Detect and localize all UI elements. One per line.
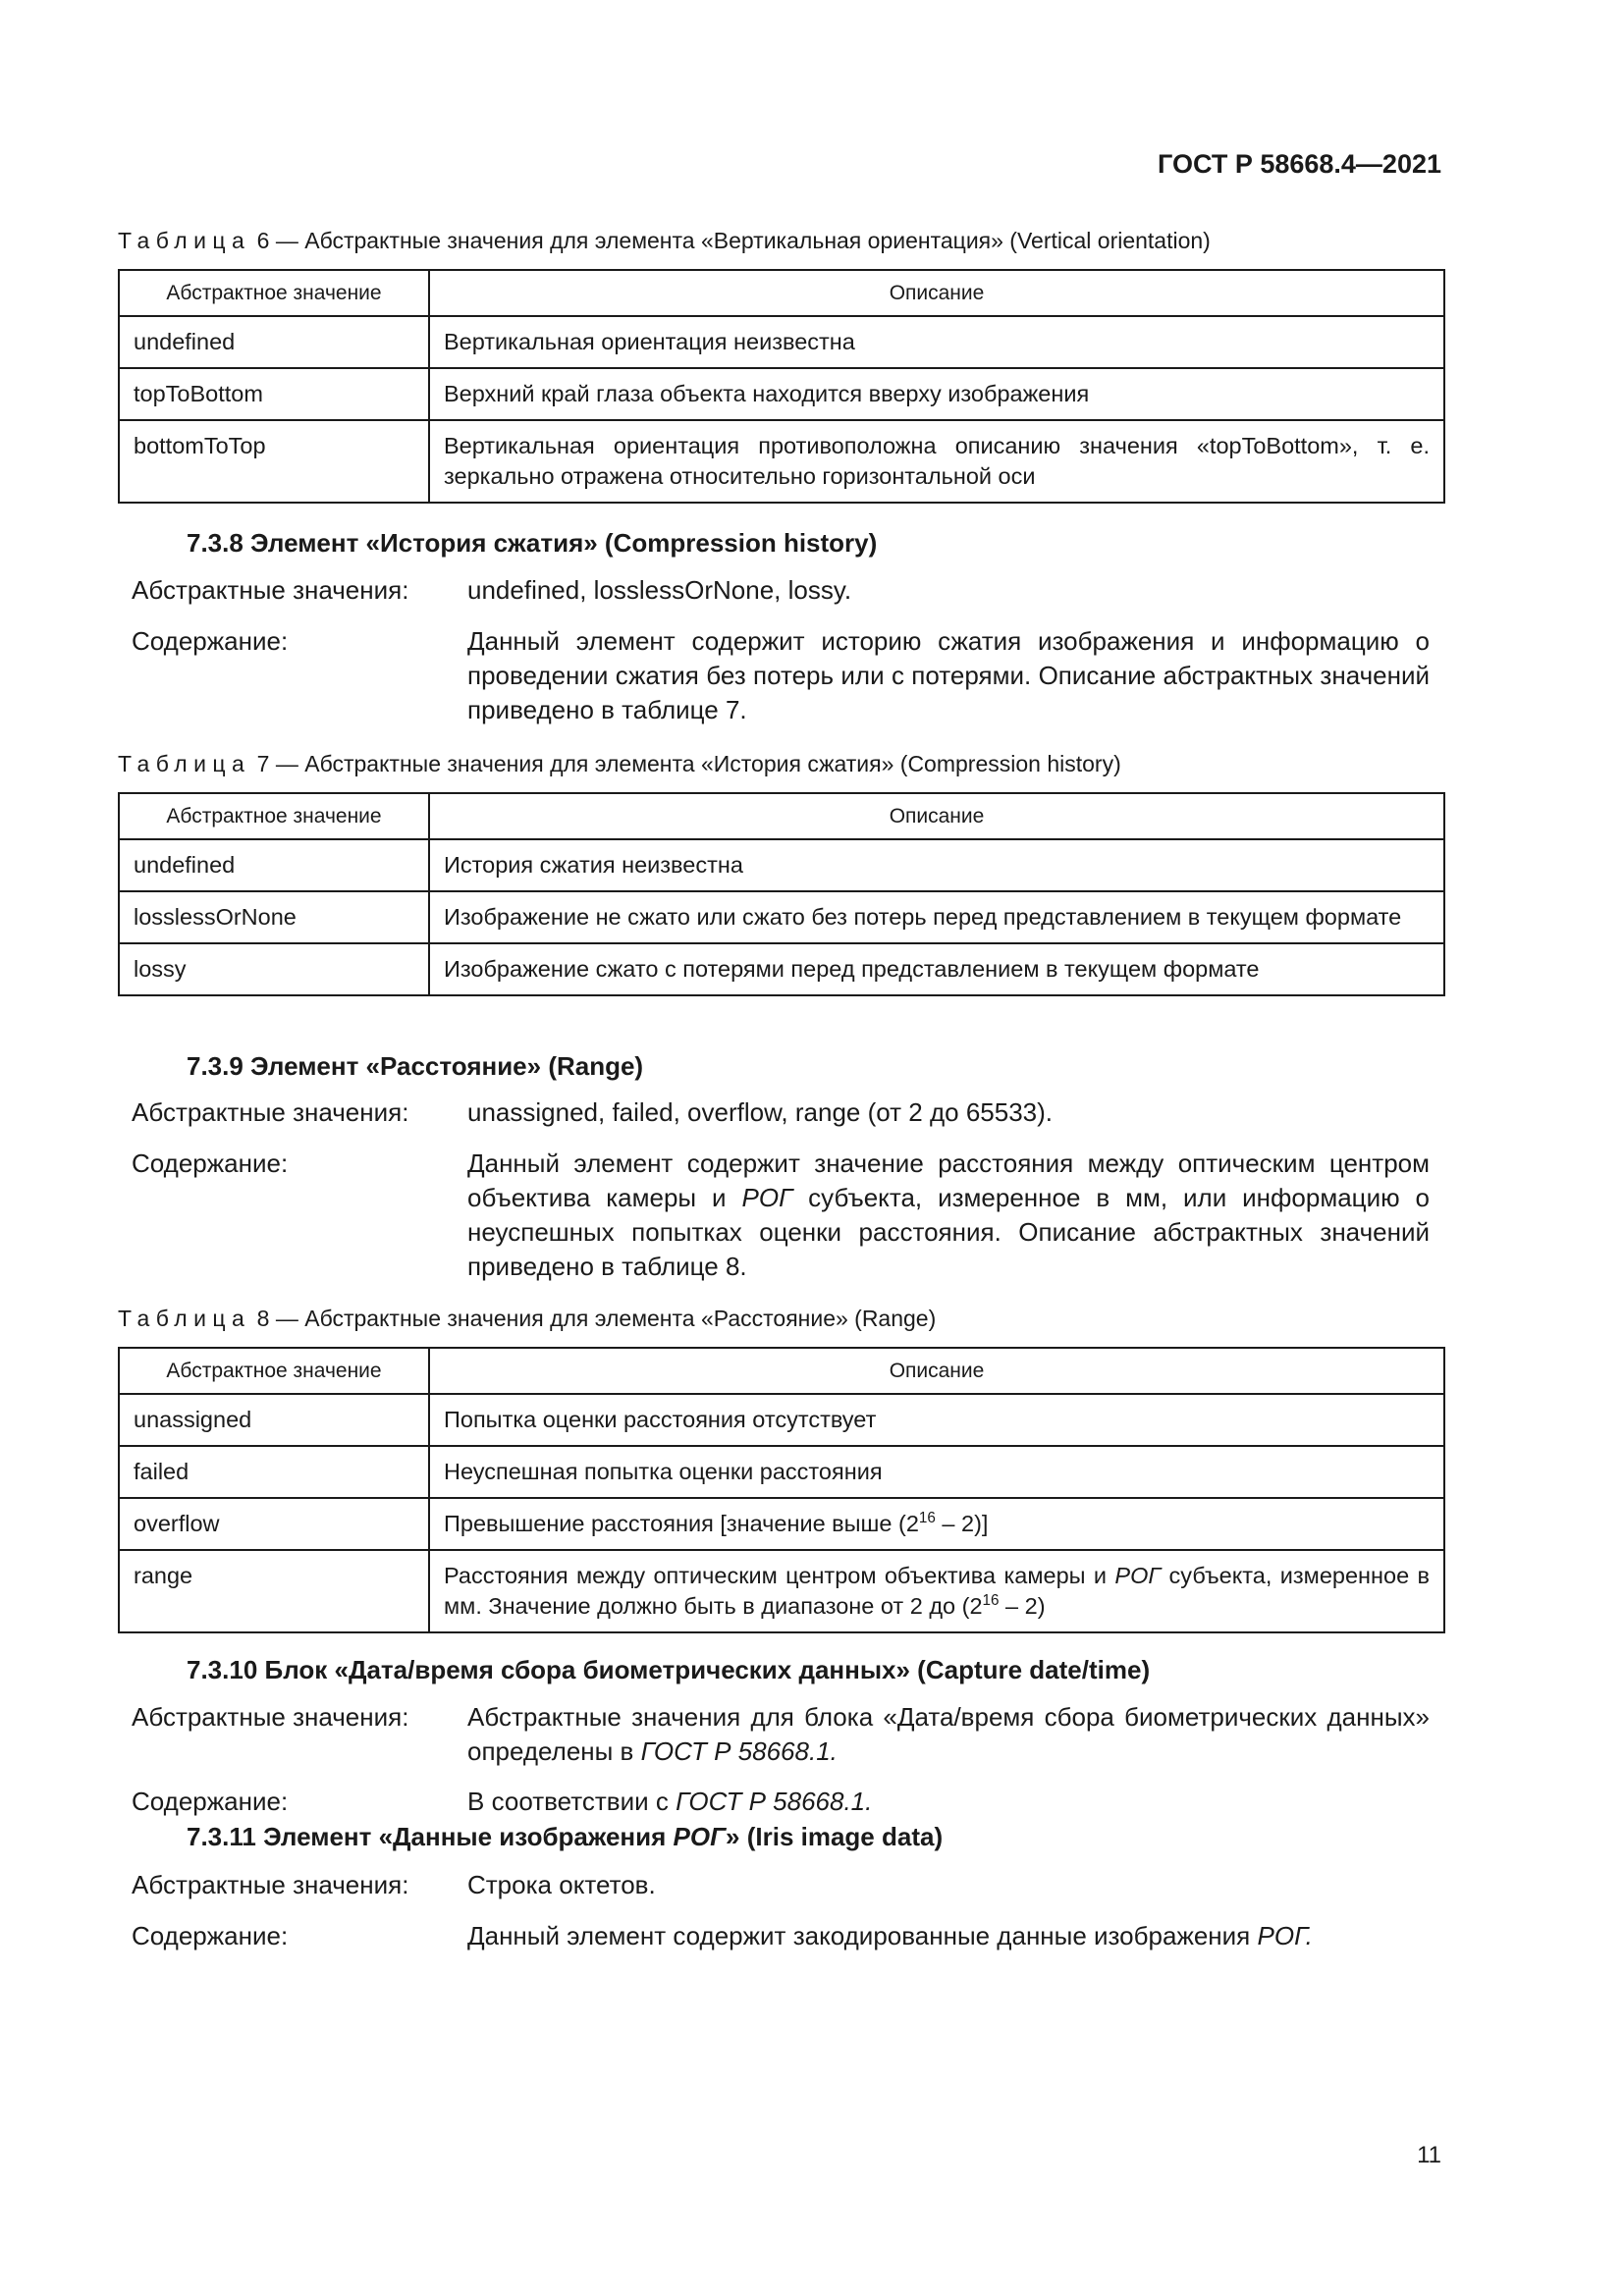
- table-cell-desc: [429, 1498, 1444, 1550]
- table-cell-value: range: [119, 1550, 429, 1632]
- table-cell-desc: [429, 1550, 1444, 1632]
- rog-abbrev: РОГ: [673, 1822, 727, 1851]
- section-7-3-9-heading: 7.3.9 Элемент «Расстояние» (Range): [187, 1051, 644, 1081]
- desc-part: Превышение расстояния [значение выше (2: [444, 1511, 919, 1536]
- sec7310-content: [132, 1785, 1430, 1819]
- section-7-3-8-heading: 7.3.8 Элемент «История сжатия» (Compression history): [187, 528, 878, 558]
- rog-abbrev: РОГ: [1114, 1563, 1162, 1588]
- table7-caption-prefix: Таблица: [118, 751, 251, 776]
- rog-abbrev: РОГ: [741, 1183, 793, 1212]
- table-cell-value: undefined: [119, 316, 429, 368]
- table-row: [119, 839, 1444, 891]
- table8-caption-prefix: Таблица: [118, 1306, 251, 1331]
- table6-header-row: [119, 270, 1444, 316]
- sec7311-content: [132, 1919, 1430, 1953]
- table6-col2-header: Описание: [429, 270, 1444, 316]
- table7-caption-text: 7 — Абстрактные значения для элемента «История сжатия» (Compression history): [250, 751, 1121, 776]
- content-label: Содержание:: [132, 1787, 289, 1816]
- abstract-values-label: Абстрактные значения:: [132, 575, 409, 605]
- abstract-values-label: Абстрактные значения:: [132, 1702, 409, 1732]
- desc-part: – 2): [999, 1593, 1046, 1619]
- abstract-values-text: undefined, losslessOrNone, lossy.: [467, 575, 852, 605]
- table8-col2-header: Описание: [429, 1348, 1444, 1394]
- content-text: [467, 1785, 1430, 1819]
- table-cell-desc: История сжатия неизвестна: [429, 839, 1444, 891]
- table-cell-desc: Изображение не сжато или сжато без потерь перед представлением в текущем формате: [429, 891, 1444, 943]
- content-text-part: субъекта, измеренное в мм, или информацию о неуспешных попытках оценки расстояния. Описание абстрактных значений приведено в таблице 8.: [467, 1183, 1430, 1281]
- table8-col1-header: Абстрактное значение: [119, 1348, 429, 1394]
- table-cell-value: bottomToTop: [119, 420, 429, 503]
- abstract-values-text: unassigned, failed, overflow, range (от 2 до 65533).: [467, 1097, 1053, 1127]
- table7-caption: [118, 751, 1121, 777]
- abstract-values-part: Абстрактные значения для блока «Дата/время сбора биометрических данных» определены в: [467, 1702, 1430, 1766]
- desc-part: – 2)]: [935, 1511, 989, 1536]
- standard-reference: ГОСТ Р 58668.1.: [676, 1787, 873, 1816]
- exponent: 16: [982, 1592, 1000, 1610]
- table8-header-row: [119, 1348, 1444, 1394]
- standard-reference: ГОСТ Р 58668.1.: [640, 1736, 838, 1766]
- exponent: 16: [918, 1510, 936, 1527]
- table6-caption-prefix: Таблица: [118, 228, 251, 253]
- content-label: Содержание:: [132, 1921, 289, 1950]
- table-cell-value: failed: [119, 1446, 429, 1498]
- table-cell-desc: Верхний край глаза объекта находится вверху изображения: [429, 368, 1444, 420]
- content-text-part: В соответствии с: [467, 1787, 677, 1816]
- table-row: [119, 368, 1444, 420]
- page-number: 11: [1417, 2142, 1441, 2168]
- content-text: [467, 1147, 1430, 1284]
- abstract-values-label: Абстрактные значения:: [132, 1097, 409, 1127]
- table7: [118, 792, 1445, 996]
- table-cell-desc: Вертикальная ориентация неизвестна: [429, 316, 1444, 368]
- table-cell-desc: Вертикальная ориентация противоположна описанию значения «topToBottom», т. е. зеркально отражена относительно горизонтальной оси: [429, 420, 1444, 503]
- table7-col1-header: Абстрактное значение: [119, 793, 429, 839]
- section-7-3-10-heading: 7.3.10 Блок «Дата/время сбора биометрических данных» (Capture date/time): [187, 1655, 1151, 1684]
- table6-caption: [118, 228, 1211, 254]
- table-row: [119, 1394, 1444, 1446]
- table-cell-value: undefined: [119, 839, 429, 891]
- table-cell-value: lossy: [119, 943, 429, 995]
- table-cell-desc: Изображение сжато с потерями перед представлением в текущем формате: [429, 943, 1444, 995]
- table-row: [119, 420, 1444, 503]
- document-id: ГОСТ Р 58668.4—2021: [1158, 149, 1441, 179]
- heading-part: 7.3.11 Элемент «Данные изображения: [187, 1822, 674, 1851]
- table-cell-value: unassigned: [119, 1394, 429, 1446]
- content-label: Содержание:: [132, 1148, 289, 1178]
- desc-part: субъекта, измеренное в мм. Значение должно быть в диапазоне от 2 до (2: [444, 1563, 1430, 1619]
- table-cell-desc: Попытка оценки расстояния отсутствует: [429, 1394, 1444, 1446]
- sec739-abstract-values: [132, 1095, 1430, 1130]
- desc-part: Расстояния между оптическим центром объектива камеры и: [444, 1563, 1115, 1588]
- table-row: [119, 1498, 1444, 1550]
- table8-caption-text: 8 — Абстрактные значения для элемента «Расстояние» (Range): [250, 1306, 937, 1331]
- table-row: [119, 891, 1444, 943]
- table-cell-desc: Неуспешная попытка оценки расстояния: [429, 1446, 1444, 1498]
- content-text: [467, 1919, 1430, 1953]
- content-text-part: Данный элемент содержит закодированные данные изображения: [467, 1921, 1258, 1950]
- table-cell-value: overflow: [119, 1498, 429, 1550]
- table8-caption: [118, 1306, 936, 1332]
- table6-col1-header: Абстрактное значение: [119, 270, 429, 316]
- abstract-values-text: [467, 1700, 1430, 1769]
- section-7-3-11-heading: [187, 1822, 943, 1852]
- table-cell-value: losslessOrNone: [119, 891, 429, 943]
- table-row: [119, 943, 1444, 995]
- abstract-values-text: Строка октетов.: [467, 1870, 656, 1899]
- table-cell-value: topToBottom: [119, 368, 429, 420]
- table7-col2-header: Описание: [429, 793, 1444, 839]
- content-text-part: Данный элемент содержит значение расстояния между оптическим центром объектива камеры и: [467, 1148, 1430, 1212]
- table8: [118, 1347, 1445, 1633]
- table-row: [119, 316, 1444, 368]
- sec739-content: [132, 1147, 1430, 1284]
- abstract-values-label: Абстрактные значения:: [132, 1870, 409, 1899]
- heading-part: » (Iris image data): [726, 1822, 944, 1851]
- sec738-content: [132, 624, 1430, 727]
- sec738-abstract-values: [132, 573, 1430, 608]
- table6-caption-text: 6 — Абстрактные значения для элемента «Вертикальная ориентация» (Vertical orientation): [250, 228, 1211, 253]
- table6: [118, 269, 1445, 504]
- sec7311-abstract-values: [132, 1868, 1430, 1902]
- content-label: Содержание:: [132, 626, 289, 656]
- sec7310-abstract-values: [132, 1700, 1430, 1769]
- table-row: [119, 1446, 1444, 1498]
- table-row: [119, 1550, 1444, 1632]
- rog-abbrev: РОГ.: [1257, 1921, 1313, 1950]
- table7-header-row: [119, 793, 1444, 839]
- content-text: Данный элемент содержит историю сжатия изображения и информацию о проведении сжатия без потерь или с потерями. Описание абстрактных значений приведено в таблице 7.: [467, 626, 1430, 724]
